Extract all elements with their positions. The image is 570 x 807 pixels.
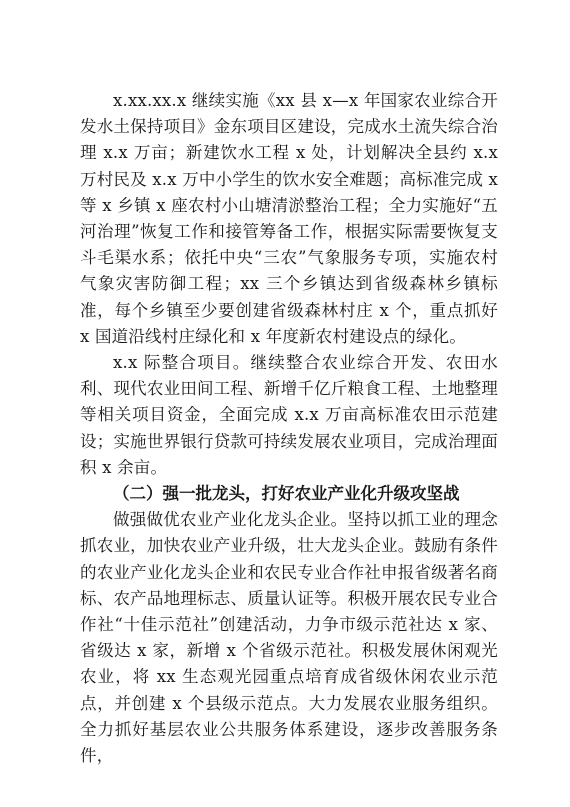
- paragraph-project-integration: x.x 际整合项目。继续整合农业综合开发、农田水利、现代农业田间工程、新增千亿斤粮食工程、土地整理等相关项目资金，全面完成 x.x 万亩高标准农田示范建设；实施世界银行贷款可持续发展农业项目，完成治理面积 x 余亩。: [80, 353, 498, 477]
- paragraph-water-conservancy: x.xx.xx.x 继续实施《xx 县 x—x 年国家农业综合开发水土保持项目》金东项目区建设，完成水土流失综合治理 x.x 万亩；新建饮水工程 x 处，计划解决全县约 x.x 万村民及 x.x 万中小学生的饮水安全难题；高标准完成 x 等 x 乡镇 x 座农村小山塘清淤整治工程；全力实施好“五河治理”恢复工作和接管筹备工作，根据实际需要恢复支斗毛渠水系；依托中央“三农”气象服务专项，实施农村气象灾害防御工程；xx 三个乡镇达到省级森林乡镇标准，每个乡镇至少要创建省级森林村庄 x 个，重点抓好 x 国道沿线村庄绿化和 x 年度新农村建设点的绿化。: [80, 91, 498, 346]
- document-body: [80, 88, 498, 769]
- paragraph-leading-enterprises: 做强做优农业产业化龙头企业。坚持以抓工业的理念抓农业，加快农业产业升级，壮大龙头企业。鼓励有条件的农业产业化龙头企业和农民专业合作社申报省级著名商标、农产品地理标志、质量认证等。积极开展农民专业合作社“十佳示范社”创建活动，力争市级示范社达 x 家、省级达 x 家，新增 x 个省级示范社。积极发展休闲观光农业，将 xx 生态观光园重点培育成省级休闲农业示范点，并创建 x 个县级示范点。大力发展农业服务组织。全力抓好基层农业公共服务体系建设，逐步改善服务条件，: [80, 510, 498, 766]
- section-heading: （二）强一批龙头，打好农业产业化升级攻坚战: [113, 484, 460, 504]
